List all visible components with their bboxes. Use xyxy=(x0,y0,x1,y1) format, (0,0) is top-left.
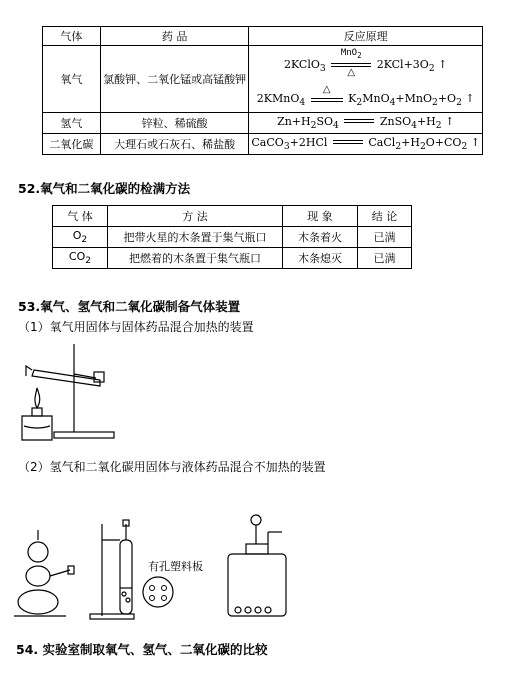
h2-eq-left-a: Zn+H xyxy=(277,114,311,128)
o2-gas-sub: 2 xyxy=(81,234,88,246)
heat-symbol-2: △ xyxy=(322,83,331,95)
stand-base xyxy=(54,432,114,438)
section-52-heading: 52.氧气和二氧化碳的检满方法 xyxy=(18,181,191,196)
co2-equation-cell xyxy=(249,134,483,155)
co2-eq-right-sub1: 2 xyxy=(395,141,402,153)
kmno4-eq-left: 2KMnO xyxy=(256,91,300,105)
h2-eq-left-sub2: 4 xyxy=(333,120,339,132)
hydrogen-reagents-cell: 锌粒、稀硫酸 xyxy=(100,113,249,134)
co2-conclusion-cell: 已满 xyxy=(358,248,412,269)
gas-full-check-table xyxy=(52,205,412,269)
section-53-heading: 53.氧气、氢气和二氧化碳制备气体装置 xyxy=(18,299,241,314)
hydrogen-equation-cell xyxy=(249,113,483,134)
table1-header-reagents: 药 品 xyxy=(100,27,249,46)
table2-header-gas: 气 体 xyxy=(53,206,108,227)
catalyst-label xyxy=(329,48,373,60)
table2-header-method: 方 法 xyxy=(108,206,283,227)
section-53-sub1: （1）氧气用固体与固体药品混合加热的装置 xyxy=(18,320,254,334)
h2-eq-right-sub1: 4 xyxy=(411,120,417,132)
eq-line-a xyxy=(344,119,374,120)
section-54-heading: 54. 实验室制取氧气、氢气、二氧化碳的比较 xyxy=(16,642,268,657)
co2-eq-right-a: CaCl xyxy=(368,135,396,149)
h2-eq-equals xyxy=(342,118,376,126)
co2-reagents-cell: 大理石或石灰石、稀盐酸 xyxy=(100,134,249,155)
kmno4-equation xyxy=(251,83,480,109)
o2-gas-text: O xyxy=(72,228,82,242)
catalyst-text: MnO xyxy=(340,47,358,58)
solid-heating-apparatus-figure xyxy=(14,336,134,446)
kmno4-prod-a: K xyxy=(348,91,357,105)
co2-eq-right-sub3: 2 xyxy=(461,141,468,153)
hydrogen-gas-cell: 氢气 xyxy=(43,113,101,134)
h2-eq-right-b: +H xyxy=(416,114,436,128)
co2-method-cell: 把燃着的木条置于集气瓶口 xyxy=(108,248,283,269)
kclo3-eq-right: 2KCl+3O xyxy=(376,57,429,71)
table2-header-conclusion: 结 论 xyxy=(358,206,412,227)
h2-eq-right-a: ZnSO xyxy=(379,114,412,128)
granule xyxy=(122,592,126,596)
kclo3-eq-left: 2KClO xyxy=(284,57,320,71)
gas-arrow-up-icon: ↑ xyxy=(445,114,455,128)
eq-line-b xyxy=(333,143,363,144)
kmno4-prod-a-sub: 2 xyxy=(356,97,363,109)
kmno4-prod-d-sub: 2 xyxy=(456,97,462,109)
kmno4-prod-c: +MnO xyxy=(395,91,433,105)
h2-eq-right-sub2: 2 xyxy=(435,120,442,132)
perforated-plate-detail-icon xyxy=(140,574,176,610)
funnel-bulb xyxy=(251,515,261,525)
kclo3-eq-condition xyxy=(329,47,373,80)
co2-gas-text: CO xyxy=(68,249,86,263)
catalyst-sub: 2 xyxy=(357,50,362,60)
kmno4-prod-d: +O xyxy=(437,91,457,105)
double-line-bottom-2 xyxy=(311,101,343,102)
section-53-sub2: （2）氢气和二氧化碳用固体与液体药品混合不加热的装置 xyxy=(18,460,326,474)
kmno4-eq-left-sub: 4 xyxy=(299,97,306,109)
table1-header-principle: 反应原理 xyxy=(249,27,483,46)
table1-row-co2 xyxy=(43,134,483,155)
kclo3-eq-left-sub: 3 xyxy=(319,63,326,75)
granule xyxy=(126,598,130,602)
co2-phenomenon-cell: 木条熄灭 xyxy=(283,248,358,269)
co2-gas-sub: 2 xyxy=(85,255,92,267)
eq-line-b xyxy=(344,122,374,123)
double-line-top xyxy=(331,63,371,64)
gas-arrow-up-icon: ↑ xyxy=(438,57,448,71)
marble-chip xyxy=(245,607,251,613)
co2-eq-right-c: O+CO xyxy=(425,135,462,149)
co2-eq-left-a: CaCO xyxy=(251,135,284,149)
test-tube xyxy=(32,370,100,386)
kipp-top-bulb xyxy=(28,542,48,562)
kipp-generator-figure xyxy=(12,526,86,622)
marble-chip xyxy=(255,607,261,613)
heat-symbol: △ xyxy=(347,66,356,78)
kipp-outlet-tube xyxy=(50,570,70,576)
table2-header-row xyxy=(53,206,412,227)
o2-gas-cell xyxy=(53,227,108,248)
table1-row-hydrogen xyxy=(43,113,483,134)
lamp-neck xyxy=(32,408,42,416)
o2-method-cell: 把带火星的木条置于集气瓶口 xyxy=(108,227,283,248)
o2-conclusion-cell: 已满 xyxy=(358,227,412,248)
perforated-plate-label: 有孔塑料板 xyxy=(148,560,203,573)
co2-eq-left-b: +2HCl xyxy=(289,135,328,149)
kclo3-equation xyxy=(251,47,480,80)
oxygen-reagents-cell: 氯酸钾、二氧化锰或高锰酸钾 xyxy=(100,46,249,113)
gas-arrow-up-icon: ↑ xyxy=(470,135,480,149)
table2-row-co2 xyxy=(53,248,412,269)
lamp-liquid xyxy=(24,426,50,428)
kmno4-prod-b-sub: 4 xyxy=(389,97,396,109)
table2-header-phenomenon: 现 象 xyxy=(283,206,358,227)
kmno4-eq-condition xyxy=(309,83,345,108)
h2-eq-left-sub1: 2 xyxy=(310,120,317,132)
test-tube-2 xyxy=(120,540,132,614)
stand-base-2 xyxy=(90,614,134,619)
clamp-head xyxy=(94,372,104,382)
oxygen-equations-cell xyxy=(249,46,483,113)
marble-chip xyxy=(235,607,241,613)
o2-phenomenon-cell: 木条着火 xyxy=(283,227,358,248)
flame xyxy=(35,388,40,408)
table1-header-row xyxy=(43,27,483,46)
co2-gas-cell: 二氧化碳 xyxy=(43,134,101,155)
marble-chip xyxy=(265,607,271,613)
kipp-middle-bulb xyxy=(26,566,50,586)
gas-arrow-up-icon: ↑ xyxy=(465,91,475,105)
h2-eq-left-b: SO xyxy=(316,114,334,128)
kmno4-prod-b: MnO xyxy=(362,91,390,105)
delivery-tube xyxy=(26,366,32,376)
bottle-stopper xyxy=(246,544,268,554)
kclo3-eq-right-sub: 2 xyxy=(428,63,435,75)
co2-eq-right-sub2: 2 xyxy=(419,141,426,153)
co2-eq-equals xyxy=(331,139,365,147)
co2-eq-right-b: +H xyxy=(401,135,420,149)
gas-bottle-figure xyxy=(222,512,298,622)
co2-gas-cell xyxy=(53,248,108,269)
oxygen-gas-cell: 氧气 xyxy=(43,46,101,113)
table1-header-gas: 气体 xyxy=(43,27,101,46)
co2-eq-left-sub1: 3 xyxy=(283,141,290,153)
kmno4-prod-c-sub: 2 xyxy=(432,97,438,109)
kipp-bottom-bulb xyxy=(18,590,58,614)
double-line-top-2 xyxy=(311,98,343,99)
table1-row-oxygen xyxy=(43,46,483,113)
table2-row-o2 xyxy=(53,227,412,248)
reaction-principle-table xyxy=(42,26,483,155)
eq-line-a xyxy=(333,140,363,141)
